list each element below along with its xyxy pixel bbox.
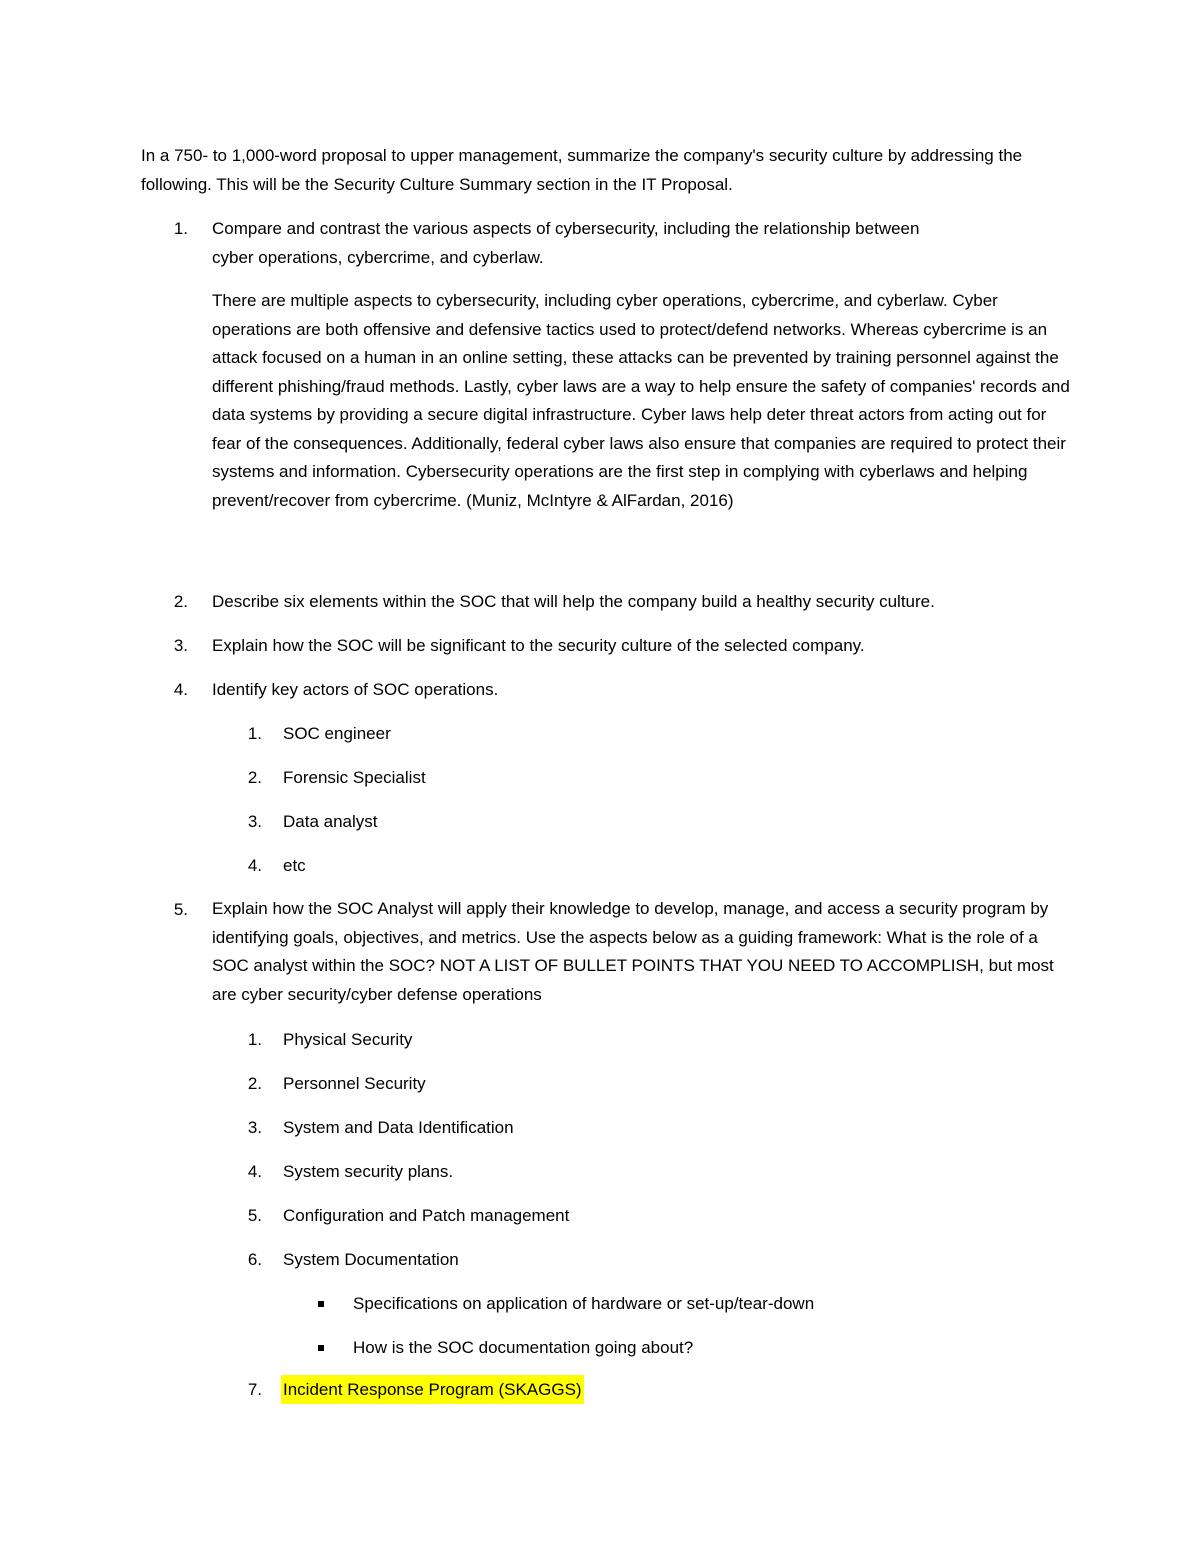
list-number: 2. [173,592,188,611]
bullet-text: Specifications on application of hardware or set-up/tear-down [353,1294,815,1313]
list-item-continuation [0,243,1200,272]
list-text: etc [283,856,306,875]
sub-list-item [0,1157,1200,1186]
list-text: Data analyst [283,812,378,831]
answer-paragraph: There are multiple aspects to cybersecurity, including cyber operations, cybercrime, and cyberlaw. Cyber operations are both offensive and defensive tactics used to protect/defend networks. Whereas cybercrime is an attack focused on a human in an online setting, these attacks can be prevented by training personnel against the different phishing/fraud methods. Lastly, cyber laws are a way to help ensure the safety of companies' records and data systems by providing a secure digital infrastructure. Cyber laws help deter threat actors from acting out for fear of the consequences. Additionally, federal cyber laws also ensure that companies are required to protect their systems and information. Cybersecurity operations are the first step in complying with cyberlaws and helping prevent/recover from cybercrime. (Muniz, McIntyre & AlFardan, 2016) [212,291,1070,510]
list-text: Forensic Specialist [283,768,426,787]
list-text: System Documentation [283,1250,459,1269]
highlighted-text: Incident Response Program (SKAGGS) [281,1375,584,1404]
list-text: cyber operations, cybercrime, and cyberlaw. [212,248,544,267]
list-text: Physical Security [283,1030,413,1049]
square-bullet-icon [318,1301,324,1307]
intro-paragraph: In a 750- to 1,000-word proposal to upper management, summarize the company's security culture by addressing the following. This will be the Security Culture Summary section in the IT Proposal. [141,146,1023,194]
list-text: Explain how the SOC Analyst will apply their knowledge to develop, manage, and access a security program by identifying goals, objectives, and metrics. Use the aspects below as a guiding framework: What is the role of a SOC analyst within the SOC? NOT A LIST OF BULLET POINTS THAT YOU NEED TO ACCOMPLISH, but most are cyber security/cyber defense operations [212,899,1054,1004]
list-text: Describe six elements within the SOC that will help the company build a healthy security culture. [212,592,935,611]
list-number: 5. [173,900,188,919]
sub-list-item [0,851,1200,880]
list-number: 1. [247,1030,262,1049]
list-text: System and Data Identification [283,1118,514,1137]
list-text: Configuration and Patch management [283,1206,570,1225]
list-number: 4. [247,1162,262,1181]
list-number: 3. [247,1118,262,1137]
sub-list-item [0,763,1200,792]
list-number: 4. [173,680,188,699]
list-number: 4. [247,856,262,875]
list-item [0,631,1200,660]
list-item [0,587,1200,616]
sub-list-item [0,807,1200,836]
list-item [0,214,1200,243]
sub-list-item [0,719,1200,748]
sub-list-item [0,1113,1200,1142]
list-number: 1. [173,219,188,238]
list-text: Explain how the SOC will be significant to the security culture of the selected company. [212,636,865,655]
list-number: 3. [247,812,262,831]
list-text: Compare and contrast the various aspects of cybersecurity, including the relationship between [212,219,920,238]
bullet-item [0,1289,1200,1318]
list-number: 2. [247,768,262,787]
list-text: Identify key actors of SOC operations. [212,680,499,699]
bullet-text: How is the SOC documentation going about? [353,1338,694,1357]
list-number: 5. [247,1206,262,1225]
list-number: 7. [247,1380,262,1399]
list-item [0,675,1200,704]
list-number: 6. [247,1250,262,1269]
sub-list-item [0,1025,1200,1054]
list-number: 3. [173,636,188,655]
list-text: Personnel Security [283,1074,426,1093]
sub-list-item [0,1201,1200,1230]
sub-list-item [0,1069,1200,1098]
list-number: 1. [247,724,262,743]
list-text: System security plans. [283,1162,454,1181]
bullet-item [0,1333,1200,1362]
sub-list-item [0,1375,1200,1404]
sub-list-item [0,1245,1200,1274]
list-text: SOC engineer [283,724,391,743]
square-bullet-icon [318,1345,324,1351]
list-number: 2. [247,1074,262,1093]
